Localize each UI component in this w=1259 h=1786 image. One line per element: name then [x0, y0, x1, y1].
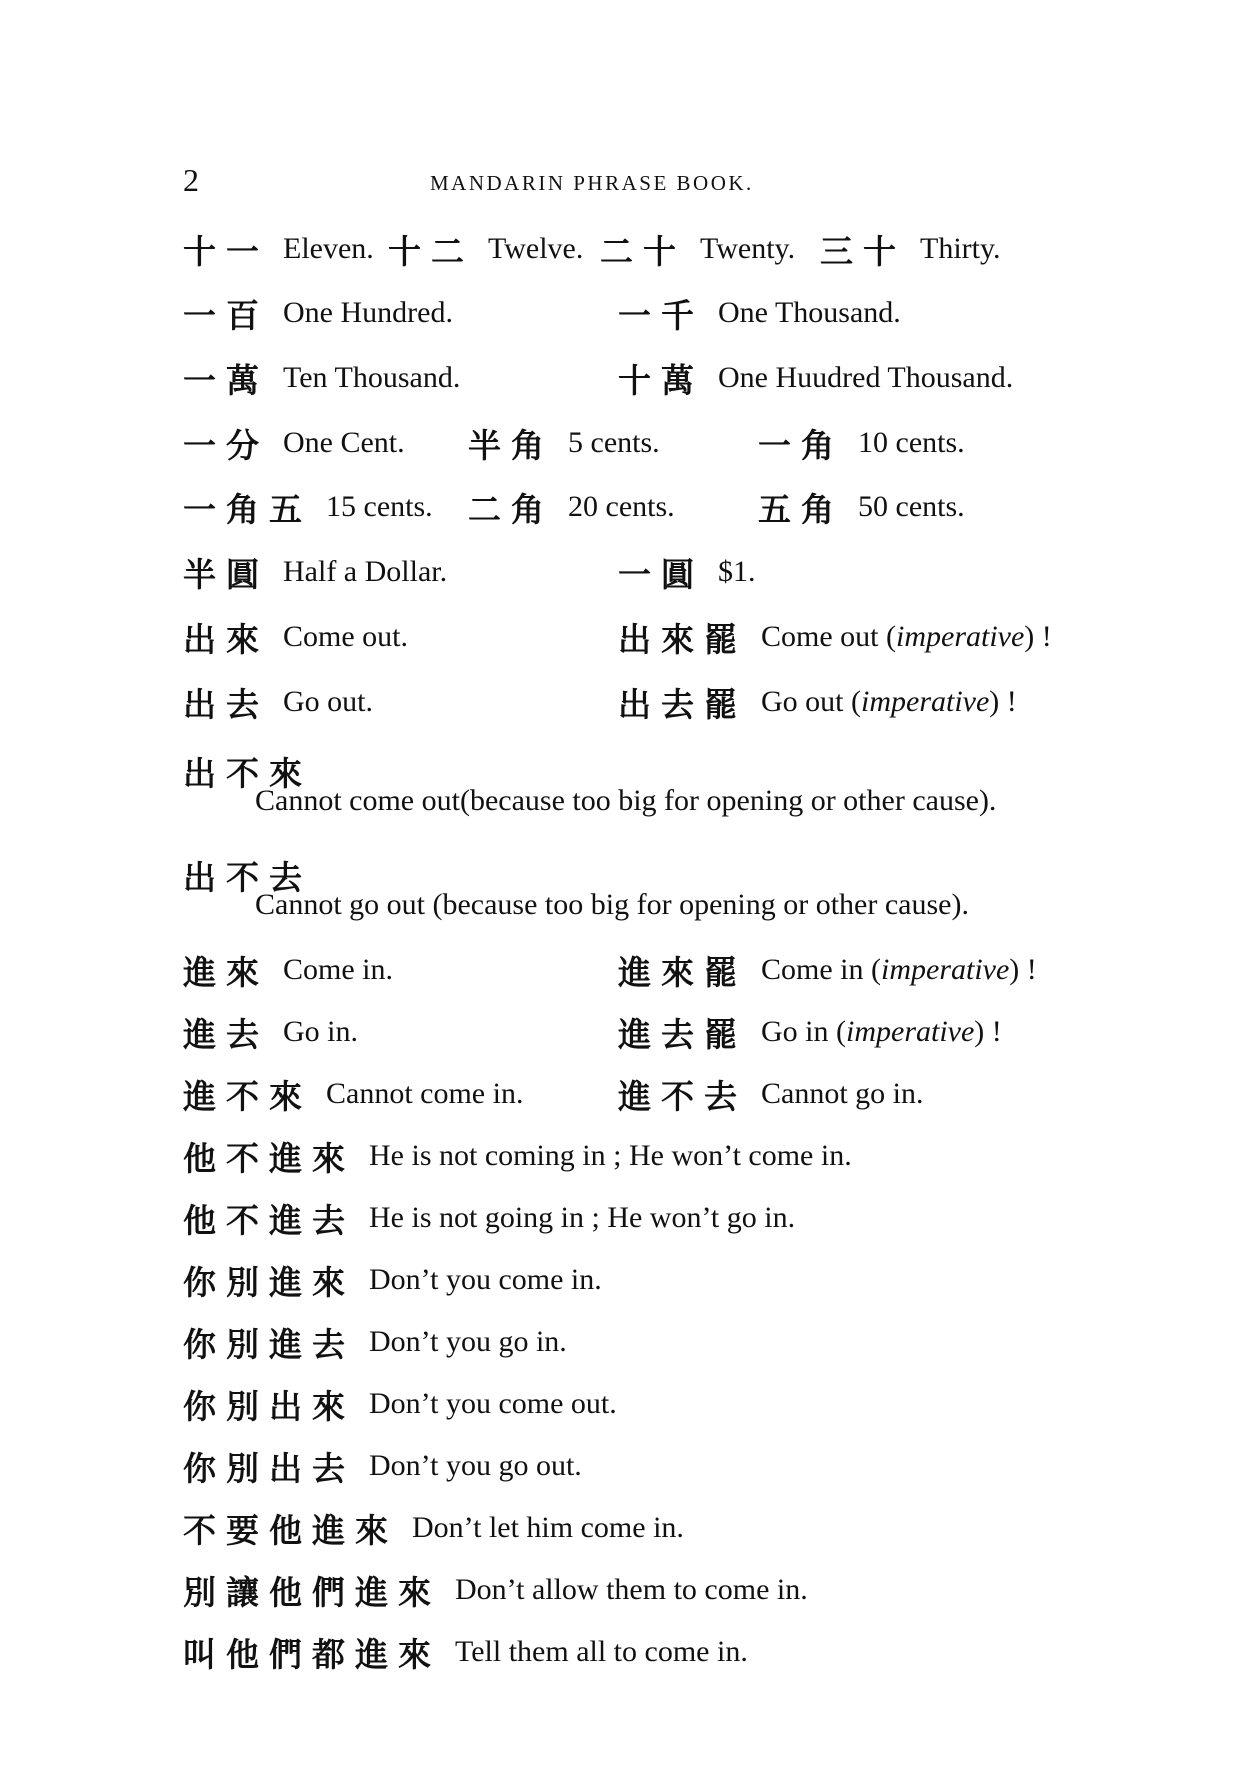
entry — [183, 1567, 808, 1613]
entry — [183, 679, 373, 725]
entry-english: 5 cents. — [568, 426, 660, 459]
entry-chinese: 一圓 — [618, 554, 704, 594]
entry — [618, 614, 1052, 660]
entry — [183, 1071, 523, 1117]
entry-chinese: 叫他們都進來 — [183, 1634, 441, 1674]
entry-chinese: 一角五 — [183, 489, 312, 529]
entry-chinese: 二十 — [600, 231, 686, 271]
entry-chinese: 出來 — [183, 619, 269, 659]
entry-english: Go out. — [283, 685, 373, 718]
entry-english: Don’t you go in. — [369, 1325, 567, 1358]
entry-chinese: 一角 — [758, 425, 844, 465]
entry-chinese: 半角 — [468, 425, 554, 465]
entry — [820, 226, 1001, 272]
entry-chinese: 半圓 — [183, 554, 269, 594]
entry-chinese: 你別進去 — [183, 1324, 355, 1364]
entry-chinese: 別讓他們進來 — [183, 1572, 441, 1612]
entry — [183, 614, 408, 660]
entry-english: One Huudred Thousand. — [718, 361, 1014, 394]
entry-english: 20 cents. — [568, 490, 675, 523]
entry — [183, 947, 393, 993]
entry — [618, 679, 1017, 725]
entry — [618, 355, 1013, 401]
entry-english: Don’t you go out. — [369, 1449, 582, 1482]
entry-english: Come out (imperative) ! — [761, 620, 1052, 653]
entry-english: Tell them all to come in. — [455, 1635, 748, 1668]
entry — [600, 226, 795, 272]
entry-english: Don’t you come in. — [369, 1263, 602, 1296]
entry-chinese: 五角 — [758, 489, 844, 529]
entry-english: Go out (imperative) ! — [761, 685, 1017, 718]
entry-chinese: 十萬 — [618, 360, 704, 400]
entry — [183, 1505, 684, 1551]
entry — [183, 1133, 852, 1179]
entry — [618, 1009, 1002, 1055]
entry-chinese: 進不來 — [183, 1076, 312, 1116]
entry-english: $1. — [718, 555, 756, 588]
entry — [183, 355, 460, 401]
entry-english: Ten Thousand. — [283, 361, 461, 394]
entry-english: Thirty. — [920, 232, 1001, 265]
running-title: MANDARIN PHRASE BOOK. — [430, 171, 754, 195]
entry — [183, 549, 447, 595]
entry — [618, 1071, 924, 1117]
entry-english: Cannot come in. — [326, 1077, 524, 1110]
block-chinese: 出不去 — [183, 858, 312, 897]
entry-chinese: 十二 — [388, 231, 474, 271]
entry-chinese: 不要他進來 — [183, 1510, 398, 1550]
entry-chinese: 一百 — [183, 295, 269, 335]
entry-chinese: 進來 — [183, 952, 269, 992]
entry-english: 10 cents. — [858, 426, 965, 459]
entry-english: One Cent. — [283, 426, 405, 459]
entry-english: One Thousand. — [718, 296, 901, 329]
entry — [388, 226, 583, 272]
entry-chinese: 你別出去 — [183, 1448, 355, 1488]
entry-english: Come in. — [283, 953, 393, 986]
entry-english: Don’t allow them to come in. — [455, 1573, 808, 1606]
entry — [618, 947, 1037, 993]
entry — [618, 290, 901, 336]
entry — [183, 1195, 795, 1241]
entry — [183, 484, 433, 530]
entry — [758, 420, 965, 466]
entry-english: Eleven. — [283, 232, 374, 265]
entry-chinese: 二角 — [468, 489, 554, 529]
entry-english: Come in (imperative) ! — [761, 953, 1037, 986]
entry-chinese: 出來罷 — [618, 619, 747, 659]
entry-english: Twenty. — [700, 232, 796, 265]
entry — [183, 1443, 582, 1489]
page-number: 2 — [183, 162, 199, 198]
block-chinese: 出不來 — [183, 754, 312, 793]
entry — [468, 484, 675, 530]
entry-english: Half a Dollar. — [283, 555, 448, 588]
entry-chinese: 進不去 — [618, 1076, 747, 1116]
entry — [183, 1009, 358, 1055]
entry-chinese: 一萬 — [183, 360, 269, 400]
entry — [183, 226, 374, 272]
entry-english: Come out. — [283, 620, 408, 653]
entry — [183, 290, 453, 336]
entry-english: Go in (imperative) ! — [761, 1015, 1002, 1048]
entry-english: 15 cents. — [326, 490, 433, 523]
entry-english: Twelve. — [488, 232, 584, 265]
entry-chinese: 十一 — [183, 231, 269, 271]
entry-chinese: 他不進來 — [183, 1138, 355, 1178]
entry-chinese: 一千 — [618, 295, 704, 335]
entry-chinese: 出去 — [183, 684, 269, 724]
entry-chinese: 一分 — [183, 425, 269, 465]
entry-chinese: 進去罷 — [618, 1014, 747, 1054]
entry — [183, 420, 405, 466]
block-english: Cannot come out(because too big for opening or other cause). — [255, 784, 997, 817]
entry — [183, 1381, 617, 1427]
entry-chinese: 你別進來 — [183, 1262, 355, 1302]
entry-english: He is not coming in ; He won’t come in. — [369, 1139, 852, 1172]
entry-chinese: 三十 — [820, 231, 906, 271]
entry-english: Don’t you come out. — [369, 1387, 617, 1420]
entry — [183, 1319, 567, 1365]
entry-chinese: 進去 — [183, 1014, 269, 1054]
entry-english: He is not going in ; He won’t go in. — [369, 1201, 796, 1234]
entry-english: One Hundred. — [283, 296, 453, 329]
entry-english: Go in. — [283, 1015, 358, 1048]
entry-english: 50 cents. — [858, 490, 965, 523]
entry — [618, 549, 756, 595]
block-english: Cannot go out (because too big for opening or other cause). — [255, 888, 969, 921]
entry-chinese: 他不進去 — [183, 1200, 355, 1240]
entry-chinese: 你別出來 — [183, 1386, 355, 1426]
entry-english: Don’t let him come in. — [412, 1511, 684, 1544]
entry-chinese: 出去罷 — [618, 684, 747, 724]
entry-english: Cannot go in. — [761, 1077, 924, 1110]
entry — [758, 484, 965, 530]
entry — [468, 420, 660, 466]
entry — [183, 1257, 602, 1303]
entry-chinese: 進來罷 — [618, 952, 747, 992]
entry — [183, 1629, 748, 1675]
